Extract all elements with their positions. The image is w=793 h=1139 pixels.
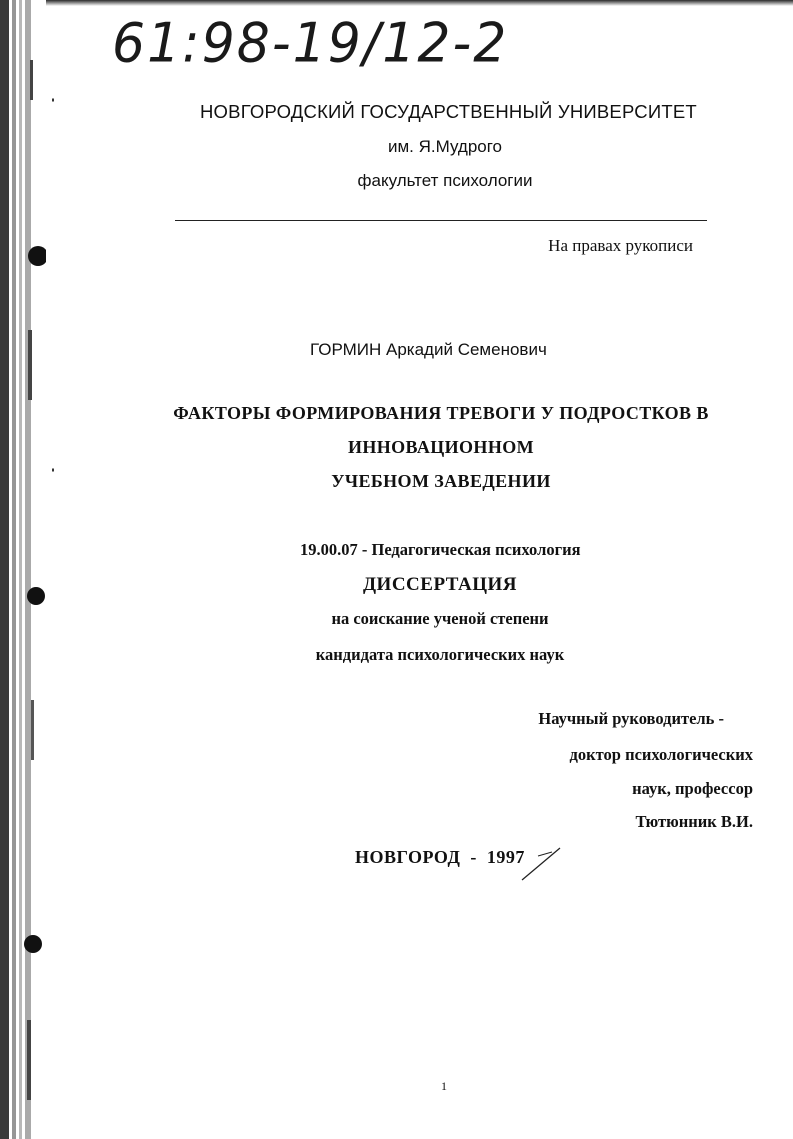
page-number: 1 (441, 1079, 447, 1093)
faculty-name: факультет психологии (357, 171, 533, 190)
degree-line-2: кандидата психологических наук (315, 645, 565, 664)
specialty-code: 19.00.07 - Педагогическая психология (300, 540, 581, 559)
rights-note: На правах рукописи (548, 236, 693, 255)
archive-code-handwritten: 61:98-19/12-2 (112, 12, 509, 75)
document-type: ДИССЕРТАЦИЯ (362, 574, 518, 595)
university-named-after: им. Я.Мудрого (387, 137, 503, 156)
dissertation-title-line-1: ФАКТОРЫ ФОРМИРОВАНИЯ ТРЕВОГИ У ПОДРОСТКОВ В (173, 403, 709, 423)
dissertation-title-line-3: УЧЕБНОМ ЗАВЕДЕНИИ (331, 471, 551, 491)
supervisor-degree-2: наук, профессор (632, 779, 753, 798)
supervisor-degree-1: доктор психологических (569, 745, 753, 764)
dissertation-title-line-2: ИННОВАЦИОННОМ (347, 437, 535, 457)
city-year: НОВГОРОД - 1997 (355, 847, 525, 867)
university-name: НОВГОРОДСКИЙ ГОСУДАРСТВЕННЫЙ УНИВЕРСИТЕТ (200, 101, 697, 122)
supervisor-name: Тютюнник В.И. (635, 812, 753, 831)
degree-line-1: на соискание ученой степени (331, 609, 549, 628)
supervisor-role: Научный руководитель - (538, 709, 724, 728)
author-name: ГОРМИН Аркадий Семенович (310, 340, 547, 359)
